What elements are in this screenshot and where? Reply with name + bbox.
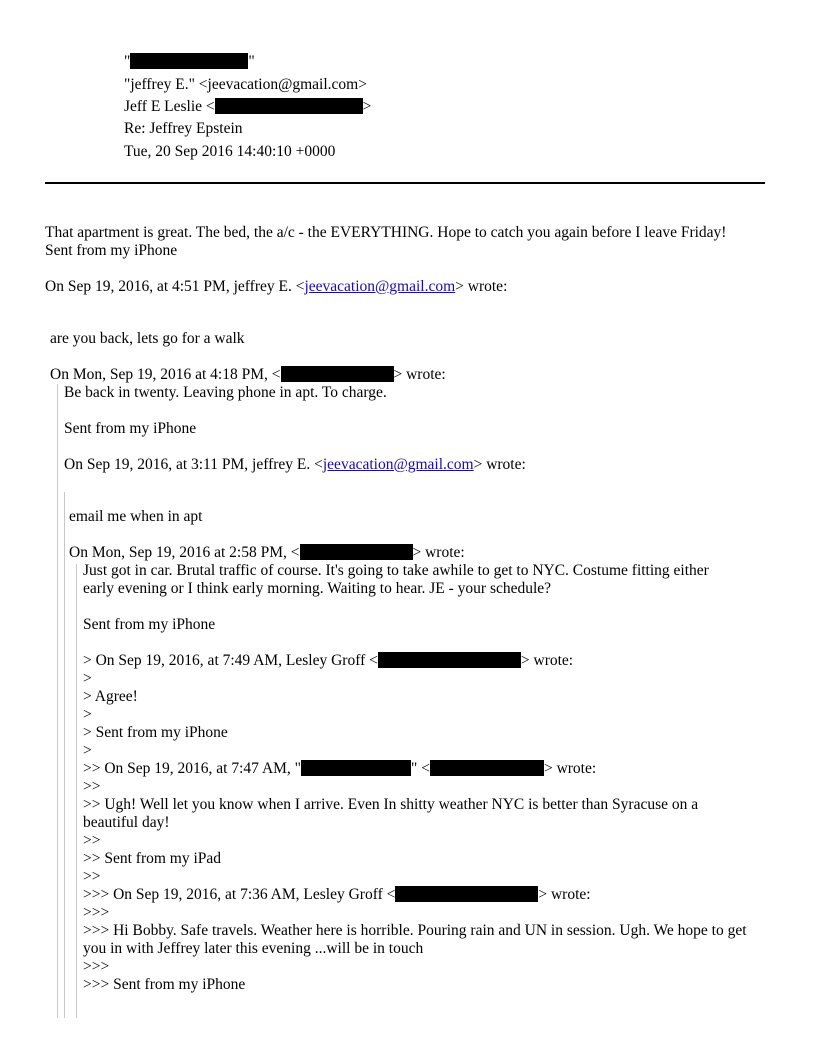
email-link[interactable]: jeevacation@gmail.com (304, 278, 456, 295)
quote-marker: > (83, 670, 92, 687)
date-value: Tue, 20 Sep 2016 14:40:10 +0000 (124, 143, 336, 160)
quote-attribution (64, 456, 526, 474)
email-link[interactable]: jeevacation@gmail.com (322, 456, 474, 473)
redaction-bar (395, 886, 538, 902)
quote-attribution (45, 278, 507, 296)
redaction-bar (215, 98, 363, 114)
quoted-text: >>> Hi Bobby. Safe travels. Weather here is horrible. Pouring rain and UN in session. Ugh. We hope to get you in with Jeffrey later this evening ...will be in touch (83, 922, 747, 957)
attribution-text: >> On Sep 19, 2016, at 7:47 AM, " (83, 760, 301, 777)
cc-value: Jeff E Leslie < > (124, 98, 372, 115)
message-signature: Sent from my iPhone (45, 242, 178, 259)
quote-marker: >>> (83, 904, 110, 921)
quote-bar (57, 384, 58, 1018)
quote-attribution (83, 652, 573, 670)
quoted-signature: >>> Sent from my iPhone (83, 976, 246, 993)
attribution-text: On Sep 19, 2016, at 4:51 PM, jeffrey E. < (45, 278, 305, 295)
quoted-signature: Sent from my iPhone (83, 616, 216, 633)
quote-attribution (50, 366, 446, 384)
attribution-end: > wrote: (538, 886, 591, 903)
message-text: That apartment is great. The bed, the a/c - the EVERYTHING. Hope to catch you again before I leave Friday! (45, 224, 727, 241)
quoted-text: email me when in apt (69, 508, 203, 525)
quoted-text: Just got in car. Brutal traffic of course. It's going to take awhile to get to NYC. Costume fitting either early evening or I think early morning. Waiting to hear. JE - your schedule? (83, 562, 709, 597)
quote-marker: >>> (83, 958, 110, 975)
attribution-text: " < (411, 760, 430, 777)
quoted-signature: Sent from my iPhone (64, 420, 197, 437)
redaction-bar (301, 760, 411, 776)
attribution-end: > wrote: (520, 652, 574, 669)
quoted-signature: >> Sent from my iPad (83, 850, 222, 867)
attribution-text: On Sep 19, 2016, at 3:11 PM, jeffrey E. < (64, 456, 323, 473)
subject-value: Re: Jeffrey Epstein (124, 120, 243, 137)
attribution-end: > wrote: (543, 760, 597, 777)
quoted-signature: > Sent from my iPhone (83, 724, 228, 741)
attribution-end: > wrote: (393, 366, 446, 383)
attribution-text: On Mon, Sep 19, 2016 at 2:58 PM, < (69, 544, 300, 561)
quote-marker: > (83, 742, 92, 759)
quote-attribution (69, 544, 465, 562)
attribution-end: > wrote: (412, 544, 465, 561)
quoted-text: are you back, lets go for a walk (50, 330, 245, 347)
quote-marker: >> (83, 868, 101, 885)
quote-marker: >> (83, 832, 101, 849)
redaction-bar (430, 760, 544, 776)
header-divider (45, 182, 765, 184)
to-value: "jeffrey E." <jeevacation@gmail.com> (124, 76, 367, 93)
quote-bar (76, 564, 77, 1018)
redaction-bar (130, 53, 248, 69)
redaction-bar (281, 366, 394, 382)
quote-attribution (83, 760, 596, 778)
attribution-text: >>> On Sep 19, 2016, at 7:36 AM, Lesley Groff < (83, 886, 396, 903)
attribution-text: On Mon, Sep 19, 2016 at 4:18 PM, < (50, 366, 281, 383)
redaction-bar (300, 544, 413, 560)
quoted-text: Be back in twenty. Leaving phone in apt. To charge. (64, 384, 387, 401)
quoted-text: > Agree! (83, 688, 138, 705)
from-value: " " (124, 53, 255, 70)
redaction-bar (378, 652, 521, 668)
quote-marker: > (83, 706, 92, 723)
attribution-end: > wrote: (455, 278, 508, 295)
cc-text: Jeff E Leslie < (124, 98, 215, 115)
quote-attribution (83, 886, 591, 904)
quoted-text: >> Ugh! Well let you know when I arrive. Even In shitty weather NYC is better than Syracuse on a beautiful day! (83, 796, 699, 831)
attribution-end: > wrote: (473, 456, 526, 473)
attribution-text: > On Sep 19, 2016, at 7:49 AM, Lesley Groff < (83, 652, 378, 669)
quote-bar (64, 492, 65, 1018)
quote-marker: >> (83, 778, 101, 795)
